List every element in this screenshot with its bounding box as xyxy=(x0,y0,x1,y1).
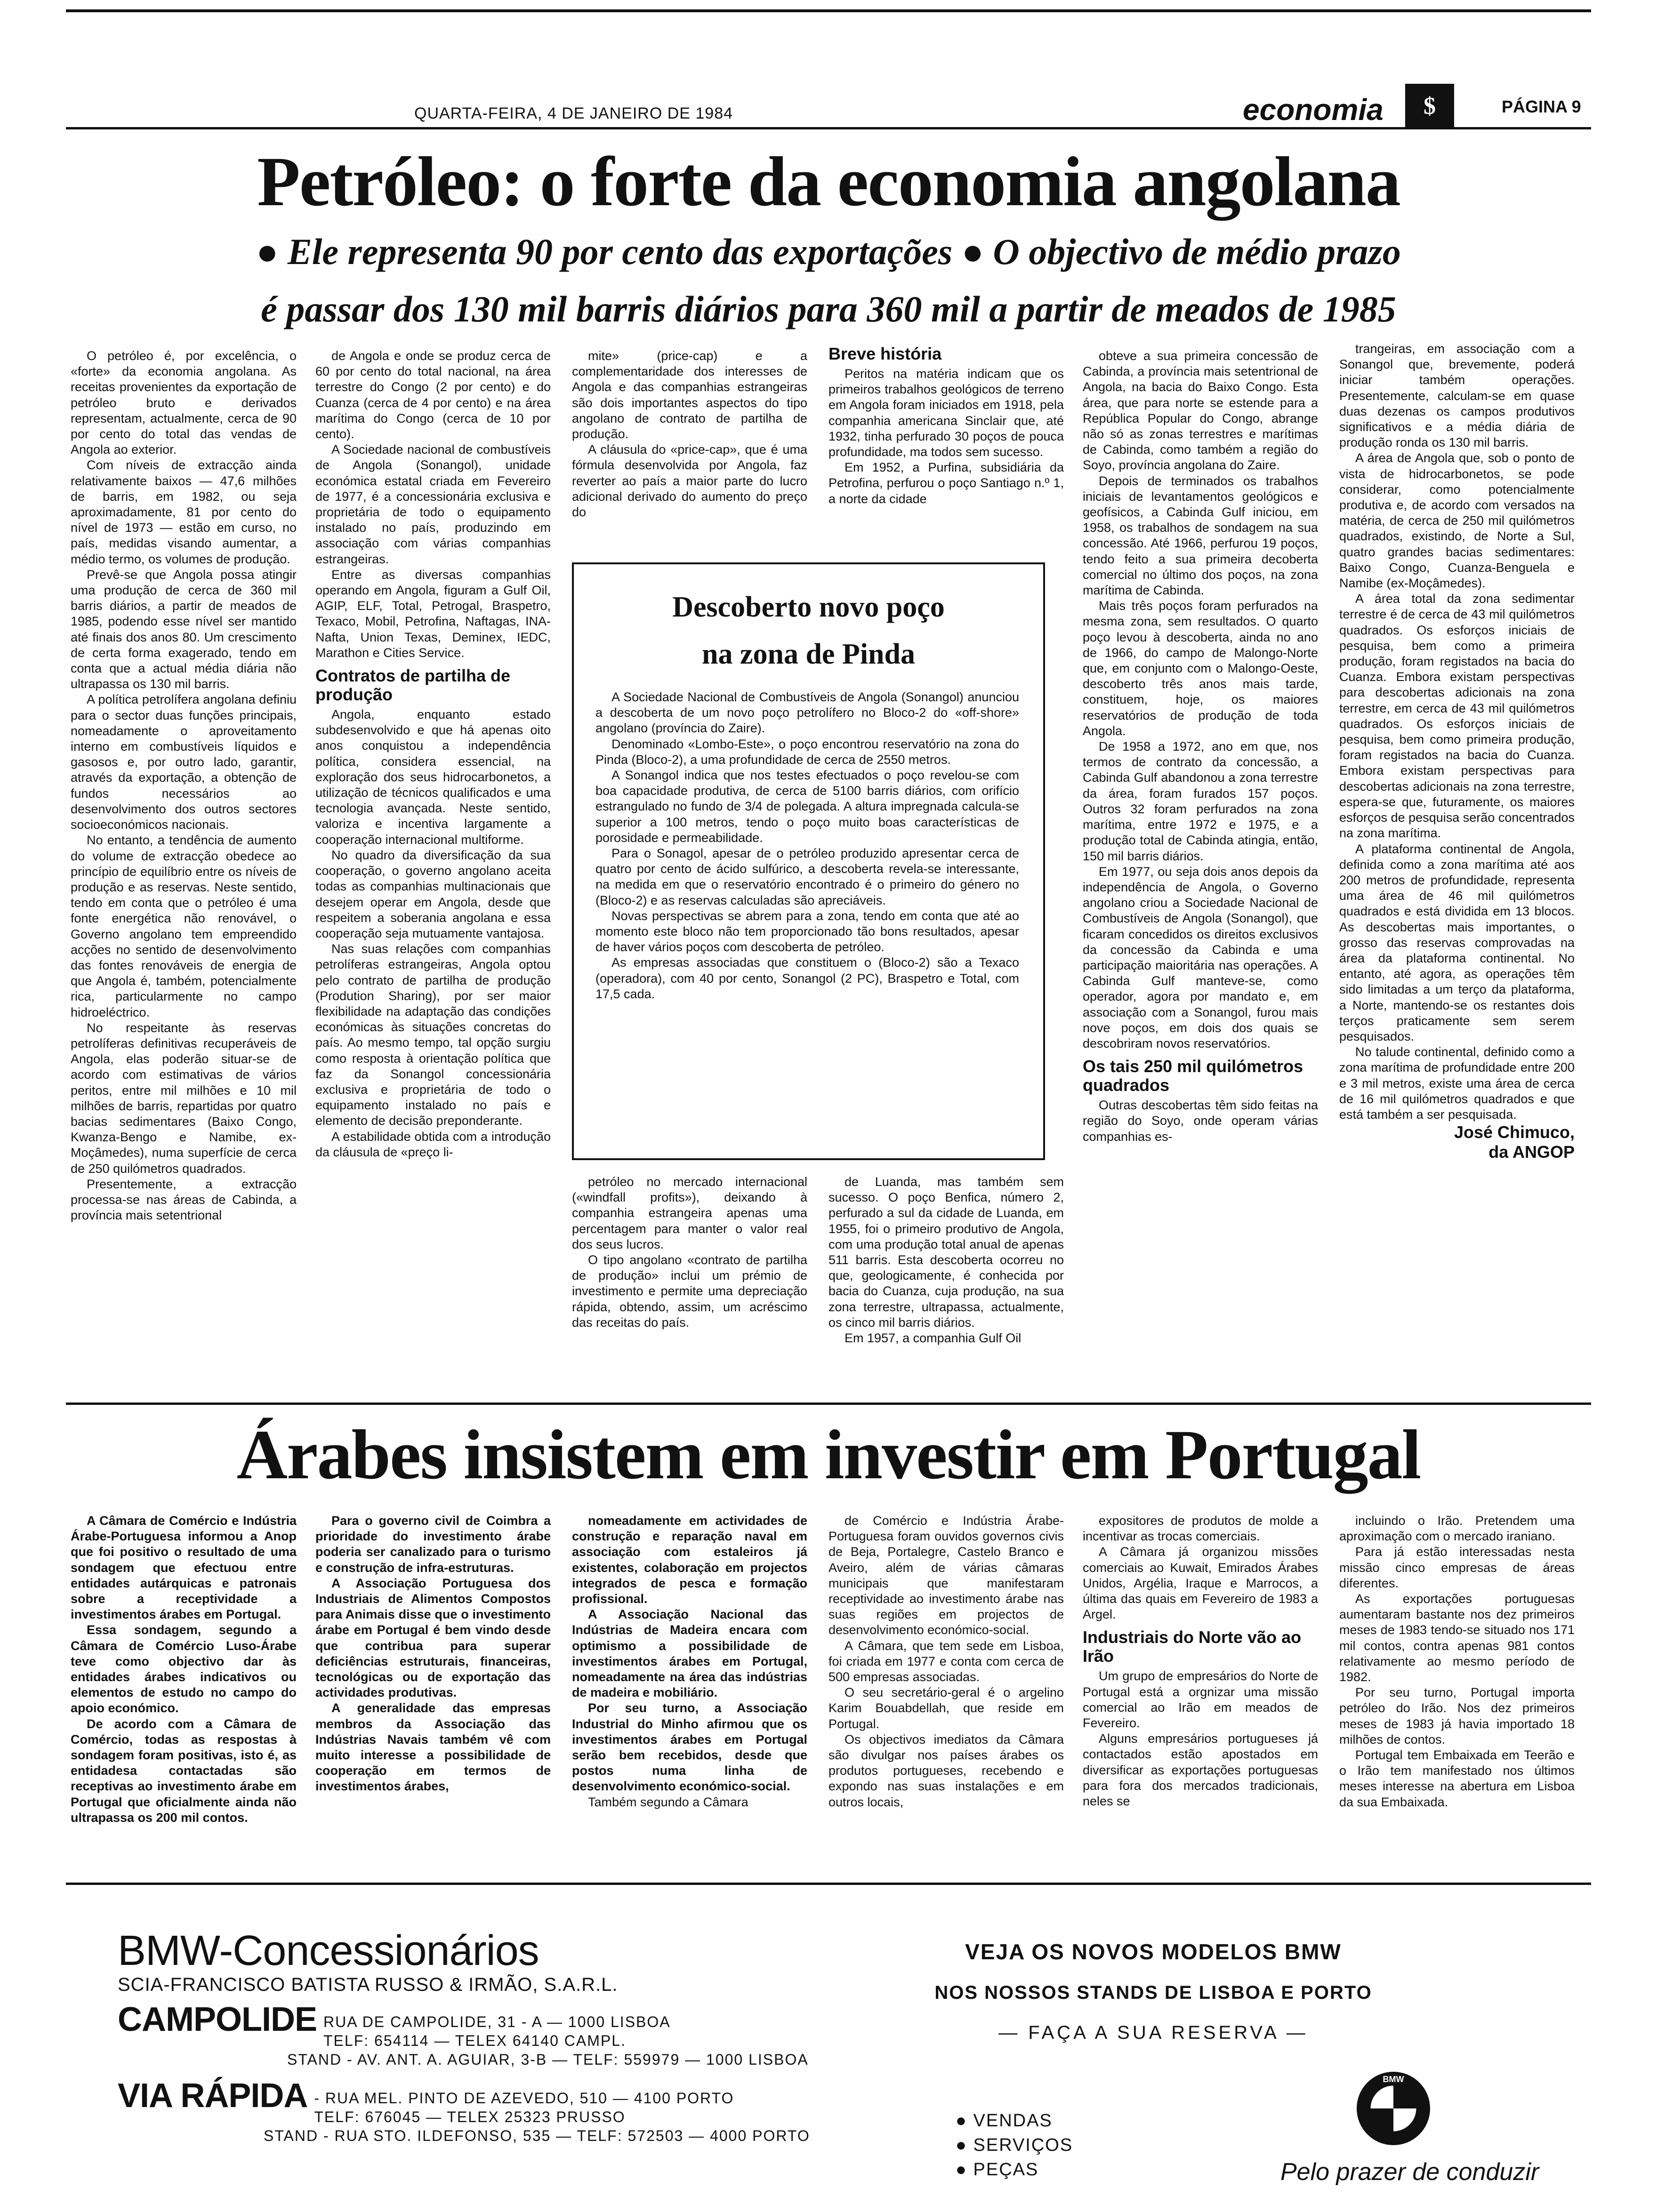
paragraph: A Associação Portuguesa dos Industriais de Alimentos Compostos para Animais disse que o investimento árabe em Portugal é bem vindo desde que contribua para superar deficiências estruturais, financeiras, tecnológicas ou de exportação das actividades produtivas. xyxy=(315,1576,551,1700)
paragraph: nomeadamente em actividades de construção e reparação naval em associação com estaleiros já existentes, colaboração em projectos integrados de pesca e formação profissional. xyxy=(572,1514,807,1606)
paragraph: Novas perspectivas se abrem para a zona, tendo em conta que até ao momento este bloco não tem proporcionado tão bons resultados, apesar de haver vários poços com descoberta de petróleo. xyxy=(595,908,1019,954)
paragraph: A plataforma continental de Angola, definida como a zona marítima até aos 200 metros de profundidade, representa uma área de 46 mil quilómetros quadrados e está dividida em 13 blocos. As descobertas mais importantes, o grosso das reservas comprovadas na área da plataforma continental. No entanto, até agora, as operações têm sido limitadas a um terço da plataforma, a Norte, mantendo-se os restantes dois terços praticamente sem serem pesquisados. xyxy=(1339,842,1575,1043)
boxed-title-line2: na zona de Pinda xyxy=(701,638,916,670)
article1-column-3-bottom xyxy=(572,1174,807,1330)
article2-column-6 xyxy=(1339,1513,1575,1810)
advert-slogan: Pelo prazer de conduzir xyxy=(1280,2158,1539,2186)
article2-headline: Árabes insistem em investir em Portugal xyxy=(236,1416,1421,1494)
paragraph: No entanto, a tendência de aumento do volume de extracção obedece ao princípio de equilíbrio entre os níveis de produção e as reservas. Neste sentido, tendo em conta que o petróleo é uma fonte energética não renovável, o Governo angolano tem empreendido acções no sentido de desenvolvimento das fontes renováveis de energia de que Angola é, também, potencialmente rica, particularmente no campo hidroeléctrico. xyxy=(71,833,297,1019)
paragraph: trangeiras, em associação com a Sonangol que, brevemente, poderá iniciar também operações. Presentemente, calculam-se em quase duas dezenas os campos produtivos significativos e a média diária de produção ronda os 130 mil barris. xyxy=(1339,342,1575,450)
paragraph: A política petrolífera angolana definiu para o sector duas funções principais, nomeadamente o aproveitamento interno em combustíveis líquidos e gasosos e, por outro lado, garantir, através da exportação, a obtenção de fundos necessários ao desenvolvimento dos outros sectores socioeconómicos nacionais. xyxy=(71,692,297,832)
paragraph: Peritos na matéria indicam que os primeiros trabalhos geológicos de terreno em Angola foram iniciados em 1918, pela companhia americana Sinclair que, até 1932, tinha perfurado 30 poços de pouca profundidade, ma todos sem sucesso. xyxy=(828,367,1064,459)
subheading: Os tais 250 mil quilómetros quadrados xyxy=(1083,1057,1303,1095)
article2-column-5 xyxy=(1083,1513,1318,1809)
paragraph: O petróleo é, por excelência, o «forte» da economia angolana. As receitas provenientes da exportação de petróleo bruto e derivados representam, actualmente, cerca de 90 por cento do total das vendas de Angola ao exterior. xyxy=(71,349,297,457)
paragraph: Essa sondagem, segundo a Câmara de Comércio Luso-Árabe teve como objectivo dar às entidades árabes indicativos ou elementos de estudo no campo do apoio económico. xyxy=(71,1623,297,1715)
section-logo-icon: $ xyxy=(1405,84,1454,129)
paragraph: Depois de terminados os trabalhos iniciais de levantamentos geológicos e geofísicos, a Cabinda Gulf iniciou, em 1958, os trabalhos de sondagem na sua concessão. Até 1966, perfurou 19 poços, tendo feito a sua primeira decoberta comercial no último dos poços, na zona marítima de Cabinda. xyxy=(1083,473,1318,598)
paragraph: incluindo o Irão. Pretendem uma aproximação com o mercado iraniano. xyxy=(1339,1514,1575,1544)
paragraph: Angola, enquanto estado subdesenvolvido e que há apenas oito anos conquistou a independência política, considera essencial, na exploração dos seus hidrocarbonetos, a utilização de técnicos qualificados e uma tecnologia avançada. Neste sentido, valoriza e incentiva largamente a cooperação internacional multiforme. xyxy=(315,707,551,847)
paragraph: Alguns empresários portugueses já contactados estão apostados em diversificar as exportações portuguesas para fora dos mercados tradicionais, neles se xyxy=(1083,1731,1318,1809)
advert-bullets xyxy=(956,2108,1073,2182)
paragraph: A Sonangol indica que nos testes efectuados o poço revelou-se com boa capacidade produtiva, de cerca de 5100 barris diários, com orifício estrangulado no fundo de 3/4 de polegada. A altura impregnada calcula-se superior a 100 metros, tendo o poço muito boas características de porosidade e permeabilidade. xyxy=(595,768,1019,845)
author-name: José Chimuco, xyxy=(1454,1122,1575,1142)
svg-text:BMW: BMW xyxy=(1383,2075,1404,2084)
boxed-article-title xyxy=(572,584,1045,678)
advert-viarapida: VIA RÁPIDA xyxy=(118,2077,308,2115)
article2-column-3 xyxy=(572,1513,807,1810)
paragraph: Portugal tem Embaixada em Teerão e o Irão tem manifestado nos últimos meses interesse na abertura em Lisboa da sua Embaixada. xyxy=(1339,1748,1575,1809)
advert-campolide-stand: STAND - AV. ANT. A. AGUIAR, 3-B — TELF: 559979 — 1000 LISBOA xyxy=(287,2051,809,2068)
paragraph: Em 1952, a Purfina, subsidiária da Petrofina, perfurou o poço Santiago n.º 1, a norte da cidade xyxy=(828,460,1064,506)
paragraph: Outras descobertas têm sido feitas na região do Soyo, onde operam várias companhias es- xyxy=(1083,1098,1318,1144)
article1-column-4-top xyxy=(828,345,1064,507)
top-border xyxy=(66,9,1591,12)
article1-deck-line2: é passar dos 130 mil barris diários para 360 mil a partir de meados de 1985 xyxy=(261,289,1396,329)
paragraph: A Associação Nacional das Indústrias de Madeira encara com optimismo a possibilidade de investimentos árabes em Portugal, nomeadamente na área das indústrias de madeira e mobiliário. xyxy=(572,1607,807,1700)
boxed-article-body xyxy=(595,689,1019,1002)
paragraph: Denominado «Lombo-Este», o poço encontrou reservatório na zona do Pinda (Bloco-2), a uma profundidade de cerca de 2550 metros. xyxy=(595,737,1019,767)
article2-column-4 xyxy=(828,1513,1064,1810)
paragraph: de Comércio e Indústria Árabe-Portuguesa foram ouvidos governos civis de Beja, Portalegre, Castelo Branco e Aveiro, além de várias câmaras municipais que manifestaram receptividade ao investimento árabe nas suas regiões em projectos de desenvolvimento económico-social. xyxy=(828,1514,1064,1637)
advert-promo xyxy=(871,1939,1436,2044)
article2-column-1 xyxy=(71,1513,297,1826)
paragraph: Para já estão interessadas nesta missão cinco empresas de áreas diferentes. xyxy=(1339,1545,1575,1590)
paragraph: Com níveis de extracção ainda relativamente baixos — 47,6 milhões de barris, em 1982, ou seja aproximadamente, 81 por cento do nível de 1973 — estão em curso, no país, medidas visando aumentar, a médio termo, os volumes de produção. xyxy=(71,458,297,566)
paragraph: No quadro da diversificação da sua cooperação, o governo angolano aceita todas as companhias multinacionais que desejem operar em Angola, desde que respeitem a soberania angolana e essa cooperação seja mutuamente vantajosa. xyxy=(315,848,551,940)
paragraph: Por seu turno, Portugal importa petróleo do Irão. Nos dez primeiros meses de 1983 já havia importado 18 milhões de contos. xyxy=(1339,1685,1575,1747)
article1-column-1 xyxy=(71,348,297,1223)
section-divider xyxy=(66,1403,1591,1405)
paragraph: A cláusula do «price-cap», que é uma fórmula desenvolvida por Angola, faz reverter ao país a maior parte do lucro adicional derivado do aumento do preço do xyxy=(572,442,807,520)
paragraph: Nas suas relações com companhias petrolíferas estrangeiras, Angola optou pelo contrato de partilha de produção (Prodution Sharing), por ser maior flexibilidade na adaptação das condições económicas às situações concretas do país. Ao mesmo tempo, tal opção surgiu como resposta à orientação política que faz da Sonangol concessionária exclusiva e proprietária de todo o equipamento instalado no país e elemento de decisão preponderante. xyxy=(315,942,551,1128)
bullet-item: ● VENDAS xyxy=(956,2111,1053,2131)
article2-column-2 xyxy=(315,1513,551,1795)
ad-divider xyxy=(66,1883,1591,1885)
advert-viarapida-stand: STAND - RUA STO. ILDEFONSO, 535 — TELF: 572503 — 4000 PORTO xyxy=(264,2127,810,2144)
article1-deck-line1: ● Ele representa 90 por cento das exportações ● O objectivo de médio prazo xyxy=(256,231,1401,272)
paragraph: As empresas associadas que constituem o (Bloco-2) são a Texaco (operadora), com 40 por cento, Sonangol (2 PC), Braspetro e Total, com 17,5 cada. xyxy=(595,955,1019,1001)
subheading: Breve história xyxy=(828,344,942,363)
advert-subheadline: NOS NOSSOS STANDS DE LISBOA E PORTO xyxy=(934,1982,1372,2003)
article1-column-2 xyxy=(315,348,551,1160)
paragraph: Entre as diversas companhias operando em Angola, figuram a Gulf Oil, AGIP, ELF, Total, Petrogal, Braspetro, Texaco, Mobil, Petrofina, Naftagas, INA-Nafta, Union Texas, Deminex, IEDC, Marathon e Cities Service. xyxy=(315,567,551,660)
paragraph: Em 1957, a companhia Gulf Oil xyxy=(845,1331,1022,1346)
paragraph: Também segundo a Câmara xyxy=(588,1795,748,1809)
paragraph: A Câmara, que tem sede em Lisboa, foi criada em 1977 e conta com cerca de 500 empresas associadas. xyxy=(828,1638,1064,1684)
paragraph: De 1958 a 1972, ano em que, nos termos de contrato da concessão, a Cabinda Gulf abandonou a zona terrestre da área, foram furados 157 poços. Outros 32 foram perfurados na zona marítima, entre 1972 e 1975, e a produção total de Cabinda atingia, então, 150 mil barris diários. xyxy=(1083,739,1318,863)
paragraph: de Luanda, mas também sem sucesso. O poço Benfica, número 2, perfurado a sul da cidade de Luanda, em 1955, foi o primeiro produtivo de Angola, com uma produção total anual de apenas 511 barris. Esta descoberta ocorreu no que, geologicamente, é conhecida por bacia do Cuanza, cuja produção, na sua zona terrestre, ultrapassa, actualmente, os cinco mil barris diários. xyxy=(828,1175,1064,1330)
article1-headline: Petróleo: o forte da economia angolana xyxy=(257,143,1400,221)
paragraph: de Angola e onde se produz cerca de 60 por cento do total nacional, na área terrestre do Congo (2 por cento) e do Cuanza (cerca de 4 por cento) e na área marítima do Congo (cerca de 10 por cento). xyxy=(315,349,551,441)
paragraph: Para o governo civil de Coimbra a prioridade do investimento árabe poderia ser canalizado para o turismo e construção de infra-estruturas. xyxy=(315,1514,551,1575)
advert-dealer-block xyxy=(118,1927,871,2145)
boxed-title-line1: Descoberto novo poço xyxy=(672,591,945,623)
article1-column-6 xyxy=(1339,341,1575,1162)
subheading: Industriais do Norte vão ao Irão xyxy=(1083,1627,1302,1666)
paragraph: obteve a sua primeira concessão de Cabinda, a província mais setentrional de Angola, na bacia do Baixo Congo. Esta área, que para norte se estende para a República Popular do Congo, abrange não só as zonas terrestres e marítimas de Cabinda, como também a região do Soyo, província angolana do Zaire. xyxy=(1083,349,1318,473)
paragraph: expositores de produtos de molde a incentivar as trocas comerciais. xyxy=(1083,1514,1318,1544)
paragraph: petróleo no mercado internacional («windfall profits»), deixando à companhia estrangeira apenas uma percentagem para manter o valor real dos seus lucros. xyxy=(572,1175,807,1251)
paragraph: A Câmara já organizou missões comerciais ao Kuwait, Emirados Árabes Unidos, Argélia, Iraque e Marrocos, a última das quais em Fevereiro de 1983 a Argel. xyxy=(1083,1545,1318,1622)
section-name: economia xyxy=(1243,93,1384,127)
bullet-item: ● SERVIÇOS xyxy=(956,2135,1073,2155)
advert-campolide-phone: TELF: 654114 — TELEX 64140 CAMPL. xyxy=(323,2032,626,2049)
advert-brand: BMW-Concessionários xyxy=(118,1927,539,1974)
paragraph: Para o Sonagol, apesar de o petróleo produzido apresentar cerca de quatro por cento de ácido sulfúrico, a descoberta revela-se interessante, na medida em que o reservatório encontrado é o primeiro do género no (Bloco-2) e as reservas calculadas são apreciáveis. xyxy=(595,846,1019,907)
advert-viarapida-phone: TELF: 676045 — TELEX 25323 PRUSSO xyxy=(314,2108,626,2125)
author-agency: da ANGOP xyxy=(1488,1142,1575,1162)
advert-campolide: CAMPOLIDE xyxy=(118,2001,317,2038)
page-number: PÁGINA 9 xyxy=(1502,97,1581,116)
subheading: Contratos de partilha de produção xyxy=(315,666,511,705)
advert-campolide-address: RUA DE CAMPOLIDE, 31 - A — 1000 LISBOA xyxy=(323,2013,671,2030)
paragraph: No respeitante às reservas petrolíferas definitivas recuperáveis de Angola, elas poderão situar-se de acordo com estimativas de vários peritos, entre mil milhões e 10 mil milhões de barris, repartidas por quatro bacias sedimentares (Baixo Congo, Kwanza-Bengo e Namibe, ex-Moçâmedes), numa superfície de cerca de 250 quilómetros quadrados. xyxy=(71,1020,297,1176)
paragraph: Prevê-se que Angola possa atingir uma produção de cerca de 360 mil barris diários, a partir de meados de 1985, podendo esse nível ser mantido até finais dos anos 80. Um crescimento de certa forma exagerado, tendo em conta que a actual média diária não ultrapassa os 130 mil barris. xyxy=(71,567,297,691)
paragraph: A Câmara de Comércio e Indústria Árabe-Portuguesa informou a Anop que foi positivo o resultado de uma sondagem que efectuou entre entidades autárquicas e patronais sobre a receptividade a investimentos árabes em Portugal. xyxy=(71,1514,297,1622)
paragraph: De acordo com a Câmara de Comércio, todas as respostas à sondagem foram positivas, isto é, as entidadesa contactadas são receptivas ao investimento árabe em Portugal que oficialmente ainda não ultrapassa os 200 mil contos. xyxy=(71,1716,297,1825)
paragraph: A generalidade das empresas membros da Associação das Indústrias Navais também vê com muito interesse a possibilidade de cooperação em termos de investimentos árabes, xyxy=(315,1701,551,1794)
paragraph: Presentemente, a extracção processa-se nas áreas de Cabinda, a província mais setentrional xyxy=(71,1177,297,1223)
paragraph: A área de Angola que, sob o ponto de vista de hidrocarbonetos, se pode considerar, como potencialmente produtiva e, de acordo com versados na matéria, de cerca de 250 mil quilómetros quadrados, existindo, de Norte a Sul, quatro grandes bacias sedimentares: Baixo Congo, Cuanza-Benguela e Namibe (ex-Moçâmedes). xyxy=(1339,451,1575,591)
paragraph: Um grupo de empresários do Norte de Portugal está a orgnizar uma missão comercial ao Irão em meados de Fevereiro. xyxy=(1083,1669,1318,1731)
article1-column-4-bottom xyxy=(828,1174,1064,1346)
bullet-item: ● PEÇAS xyxy=(956,2160,1039,2180)
advert-headline: VEJA OS NOVOS MODELOS BMW xyxy=(965,1940,1342,1964)
bmw-logo-icon xyxy=(1356,2071,1431,2146)
issue-date: QUARTA-FEIRA, 4 DE JANEIRO DE 1984 xyxy=(414,104,733,122)
article1-column-5 xyxy=(1083,348,1318,1145)
paragraph: A estabilidade obtida com a introdução da cláusula de «preço li- xyxy=(315,1129,551,1159)
paragraph: No talude continental, definido como a zona marítima de profundidade entre 200 e 3 mil metros, existe uma área de cerca de 16 mil quilómetros quadrados e que está também a ser pesquisada. xyxy=(1339,1045,1575,1122)
advert-viarapida-address: - RUA MEL. PINTO DE AZEVEDO, 510 — 4100 PORTO xyxy=(314,2090,734,2107)
paragraph: Mais três poços foram perfurados na mesma zona, sem resultados. O quarto poço levou à descoberta, ainda no ano de 1966, do campo de Malongo-Norte que, em conjunto com o Malongo-Oeste, descoberto três anos mais tarde, constituem, hoje, os maiores reservatórios de produção de toda Angola. xyxy=(1083,599,1318,738)
article1-column-3-top xyxy=(572,348,807,520)
advert-company: SCIA-FRANCISCO BATISTA RUSSO & IRMÃO, S.A.R.L. xyxy=(118,1974,618,1995)
paragraph: Os objectivos imediatos da Câmara são divulgar nos países árabes os produtos portugueses, recebendo e expondo nas suas instalações e em outros locais, xyxy=(828,1732,1064,1809)
paragraph: mite» (price-cap) e a complementaridade dos interesses de Angola e das companhias estrangeiras são dois importantes aspectos do tipo angolano de contrato de partilha de produção. xyxy=(572,349,807,441)
paragraph: O tipo angolano «contrato de partilha de produção» inclui um prémio de investimento e permite uma depreciação rápida, obtendo, assim, um acréscimo das receitas do país. xyxy=(572,1253,807,1330)
header-rule xyxy=(66,127,1591,129)
paragraph: A Sociedade Nacional de Combustíveis de Angola (Sonangol) anunciou a descoberta de um novo poço petrolífero no Bloco-2 do «off-shore» angolano (província do Zaire). xyxy=(595,690,1019,736)
paragraph: A Sociedade nacional de combustíveis de Angola (Sonangol), unidade económica estatal criada em Fevereiro de 1977, é a concessionária exclusiva e proprietária de todo o equipamento instalado no país, produzindo em associação com várias companhias estrangeiras. xyxy=(315,442,551,566)
paragraph: As exportações portuguesas aumentaram bastante nos dez primeiros meses de 1983 tendo-se situado nos 171 mil contos, contra apenas 981 contos relativamente ao mesmo período de 1982. xyxy=(1339,1592,1575,1684)
advert-cta: — FAÇA A SUA RESERVA — xyxy=(998,2022,1308,2043)
paragraph: A área total da zona sedimentar terrestre é de cerca de 43 mil quilómetros quadrados. Os esforços iniciais de pesquisa, bem como a primeira produção, foram registados na bacia do Cuanza. Embora existam perspectivas para descobertas adicionais na zona terrestre, em cerca de 43 mil quilómetros quadrados. Os esforços iniciais de pesquisa, bem como primeira produção, foram registados na bacia do Cuanza. Embora existam perspectivas para descobertas adicionais na zona terrestre, espera-se que, futuramente, os maiores esforços de pesquisa serão concentrados na zona marítima. xyxy=(1339,592,1575,841)
paragraph: Em 1977, ou seja dois anos depois da independência de Angola, o Governo angolano criou a Sociedade Nacional de Combustíveis de Angola (Sonangol), que ficaram concedidos os direitos exclusivos da concessão da Cabinda e uma participação maioritária nas operações. A Cabinda Gulf manteve-se, como operador, agora por mandato e, em associação com a Sonangol, furou mais nove poços, em dois dos quais se descobriram novos reservatórios. xyxy=(1083,864,1318,1050)
paragraph: Por seu turno, a Associação Industrial do Minho afirmou que os investimentos árabes em Portugal serão bem recebidos, desde que postos numa linha de desenvolvimento económico-social. xyxy=(572,1701,807,1794)
paragraph: O seu secretário-geral é o argelino Karim Bouabdellah, que reside em Portugal. xyxy=(828,1685,1064,1731)
